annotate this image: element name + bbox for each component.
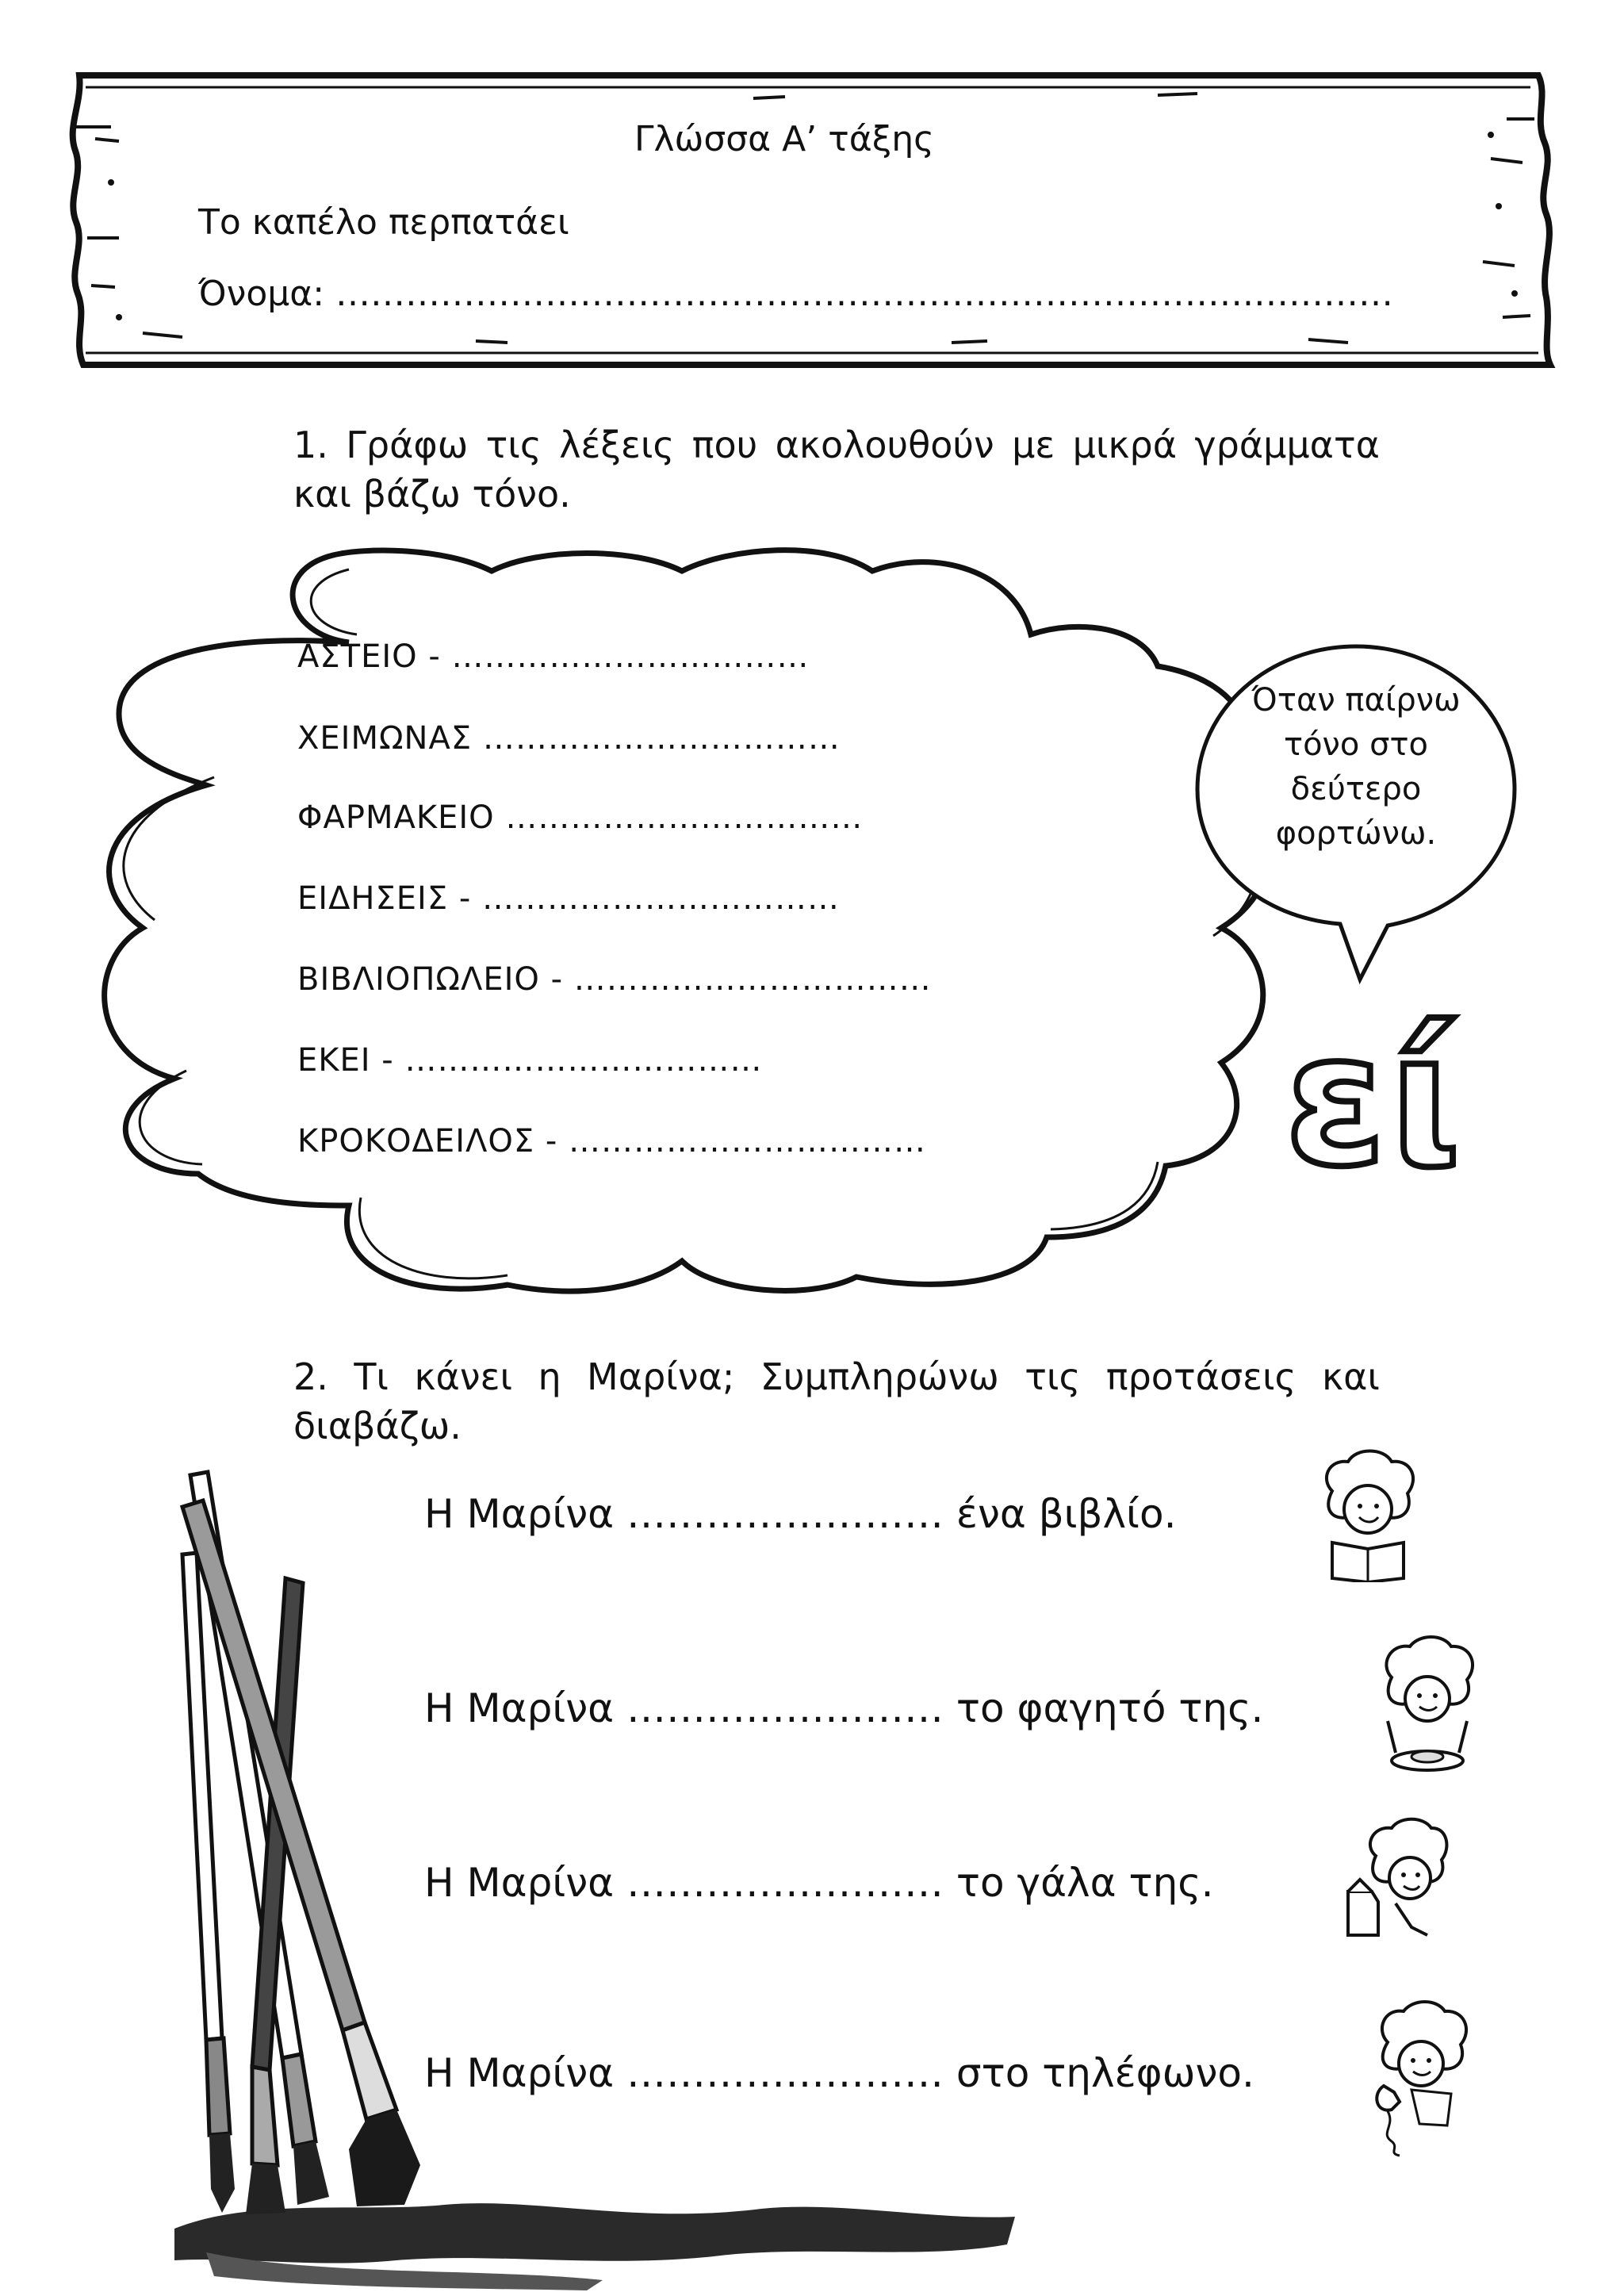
exercise-1-instruction: 1. Γράφω τις λέξεις που ακολουθούν με μικρά γράμματα και βάζω τόνο. bbox=[293, 424, 1380, 516]
sentence-eat-food[interactable]: Η Μαρίνα …………………… το φαγητό της. bbox=[424, 1685, 1264, 1731]
word-item-eidiseis[interactable]: ΕΙΔΗΣΕΙΣ - …………………………… bbox=[297, 880, 840, 917]
bubble-line: φορτώνω. bbox=[1275, 815, 1437, 852]
sentence-drink-milk[interactable]: Η Μαρίνα …………………… το γάλα της. bbox=[424, 1860, 1214, 1906]
kid-phone-icon bbox=[1364, 1999, 1475, 2157]
sentence-read-book[interactable]: Η Μαρίνα …………………… ένα βιβλίο. bbox=[424, 1491, 1177, 1537]
word-item-farmakeio[interactable]: ΦΑΡΜΑΚΕΙΟ …………………………… bbox=[297, 799, 864, 836]
word-item-asteio[interactable]: ΑΣΤΕΙΟ - …………………………… bbox=[297, 638, 810, 675]
kid-reading-icon bbox=[1308, 1447, 1427, 1582]
speech-bubble-text bbox=[1221, 678, 1491, 856]
word-item-ekei[interactable]: ΕΚΕΙ - …………………………… bbox=[297, 1042, 763, 1079]
sentence-talk-phone[interactable]: Η Μαρίνα …………………… στο τηλέφωνο. bbox=[424, 2050, 1254, 2096]
bubble-line: Όταν παίρνω bbox=[1251, 682, 1461, 719]
word-item-xeimonas[interactable]: ΧΕΙΜΩΝΑΣ …………………………… bbox=[297, 720, 841, 757]
outlined-letters-ei: εί bbox=[1285, 995, 1464, 1207]
word-item-vivliopoleio[interactable]: ΒΙΒΛΙΟΠΩΛΕΙΟ - …………………………… bbox=[297, 961, 932, 998]
word-item-krokodeilos[interactable]: ΚΡΟΚΟΔΕΙΛΟΣ - …………………………… bbox=[297, 1123, 926, 1159]
name-field-line[interactable]: Όνομα: …………………………………………………………………….………… bbox=[198, 274, 1394, 314]
bubble-line: δεύτερο bbox=[1290, 771, 1422, 807]
exercise-2-instruction: 2. Τι κάνει η Μαρίνα; Συμπληρώνω τις προτάσεις και διαβάζω. bbox=[293, 1355, 1380, 1447]
kid-eating-icon bbox=[1372, 1634, 1483, 1777]
worksheet-subtitle: Το καπέλο περπατάει bbox=[198, 202, 569, 243]
bubble-line: τόνο στο bbox=[1284, 726, 1428, 763]
kid-drinking-milk-icon bbox=[1340, 1816, 1451, 1943]
worksheet-title: Γλώσσα Α’ τάξης bbox=[634, 119, 934, 159]
